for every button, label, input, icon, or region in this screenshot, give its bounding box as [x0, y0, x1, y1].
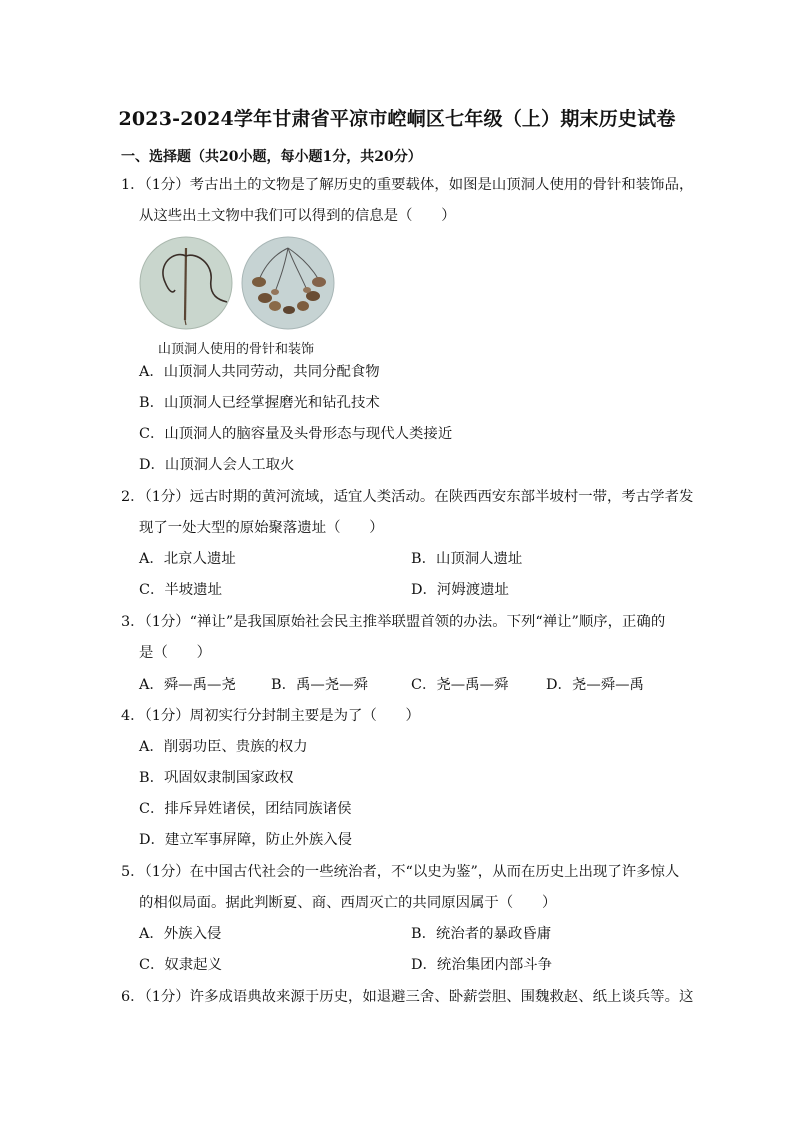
question-1-option-b[interactable]: B．山顶洞人已经掌握磨光和钻孔技术	[139, 395, 380, 411]
question-3-option-b[interactable]: B．禹—尧—舜	[271, 677, 368, 693]
question-2-stem-line-1: 2．（1分）远古时期的黄河流域，适宜人类活动。在陕西西安东部半坡村一带，考古学者发	[121, 489, 694, 505]
bone-needle-image	[139, 236, 233, 330]
question-4-option-d[interactable]: D．建立军事屏障，防止外族入侵	[139, 832, 353, 848]
question-3-stem-line-1: 3．（1分）“禅让”是我国原始社会民主推举联盟首领的办法。下列“禅让”顺序，正确的	[121, 614, 666, 630]
question-1-option-c[interactable]: C．山顶洞人的脑容量及头骨形态与现代人类接近	[139, 426, 453, 442]
question-4-option-b[interactable]: B．巩固奴隶制国家政权	[139, 770, 294, 786]
question-2-option-a[interactable]: A．北京人遗址	[139, 551, 236, 567]
question-3-option-a[interactable]: A．舜—禹—尧	[139, 677, 236, 693]
section-heading: 一、选择题（共20小题，每小题1分，共20分）	[121, 149, 422, 165]
question-5-option-d[interactable]: D．统治集团内部斗争	[411, 957, 553, 973]
question-6-stem-line-1: 6．（1分）许多成语典故来源于历史，如退避三舍、卧薪尝胆、围魏救赵、纸上谈兵等。这	[121, 989, 694, 1005]
question-3-option-c[interactable]: C．尧—禹—舜	[411, 677, 509, 693]
question-5-stem-line-1: 5．（1分）在中国古代社会的一些统治者，不“以史为鉴”，从而在历史上出现了许多惊人	[121, 864, 680, 880]
question-5-option-b[interactable]: B．统治者的暴政昏庸	[411, 926, 552, 942]
question-5-option-a[interactable]: A．外族入侵	[139, 926, 222, 942]
question-5-stem-line-2: 的相似局面。据此判断夏、商、西周灭亡的共同原因属于（ ）	[139, 895, 557, 911]
page-title: 2023-2024学年甘肃省平凉市崆峒区七年级（上）期末历史试卷	[118, 108, 676, 130]
question-3-option-d[interactable]: D．尧—舜—禹	[546, 677, 644, 693]
ornament-necklace-image	[241, 236, 335, 330]
question-2-option-d[interactable]: D．河姆渡遗址	[411, 582, 509, 598]
question-1-option-d[interactable]: D．山顶洞人会人工取火	[139, 457, 295, 473]
question-2-stem-line-2: 现了一处大型的原始聚落遗址（ ）	[139, 520, 384, 536]
question-1-stem-line-2: 从这些出土文物中我们可以得到的信息是（ ）	[139, 208, 456, 224]
question-4-option-a[interactable]: A．削弱功臣、贵族的权力	[139, 739, 308, 755]
question-4-option-c[interactable]: C．排斥异姓诸侯，团结同族诸侯	[139, 801, 352, 817]
question-4-stem-line-1: 4．（1分）周初实行分封制主要是为了（ ）	[121, 708, 420, 724]
question-2-option-b[interactable]: B．山顶洞人遗址	[411, 551, 523, 567]
figure-caption: 山顶洞人使用的骨针和装饰	[158, 342, 315, 357]
question-1-stem-line-1: 1．（1分）考古出土的文物是了解历史的重要载体，如图是山顶洞人使用的骨针和装饰品，	[121, 177, 694, 193]
question-5-option-c[interactable]: C．奴隶起义	[139, 957, 222, 973]
question-3-stem-line-2: 是（ ）	[139, 645, 211, 661]
question-1-option-a[interactable]: A．山顶洞人共同劳动，共同分配食物	[139, 364, 380, 380]
question-2-option-c[interactable]: C．半坡遗址	[139, 582, 222, 598]
